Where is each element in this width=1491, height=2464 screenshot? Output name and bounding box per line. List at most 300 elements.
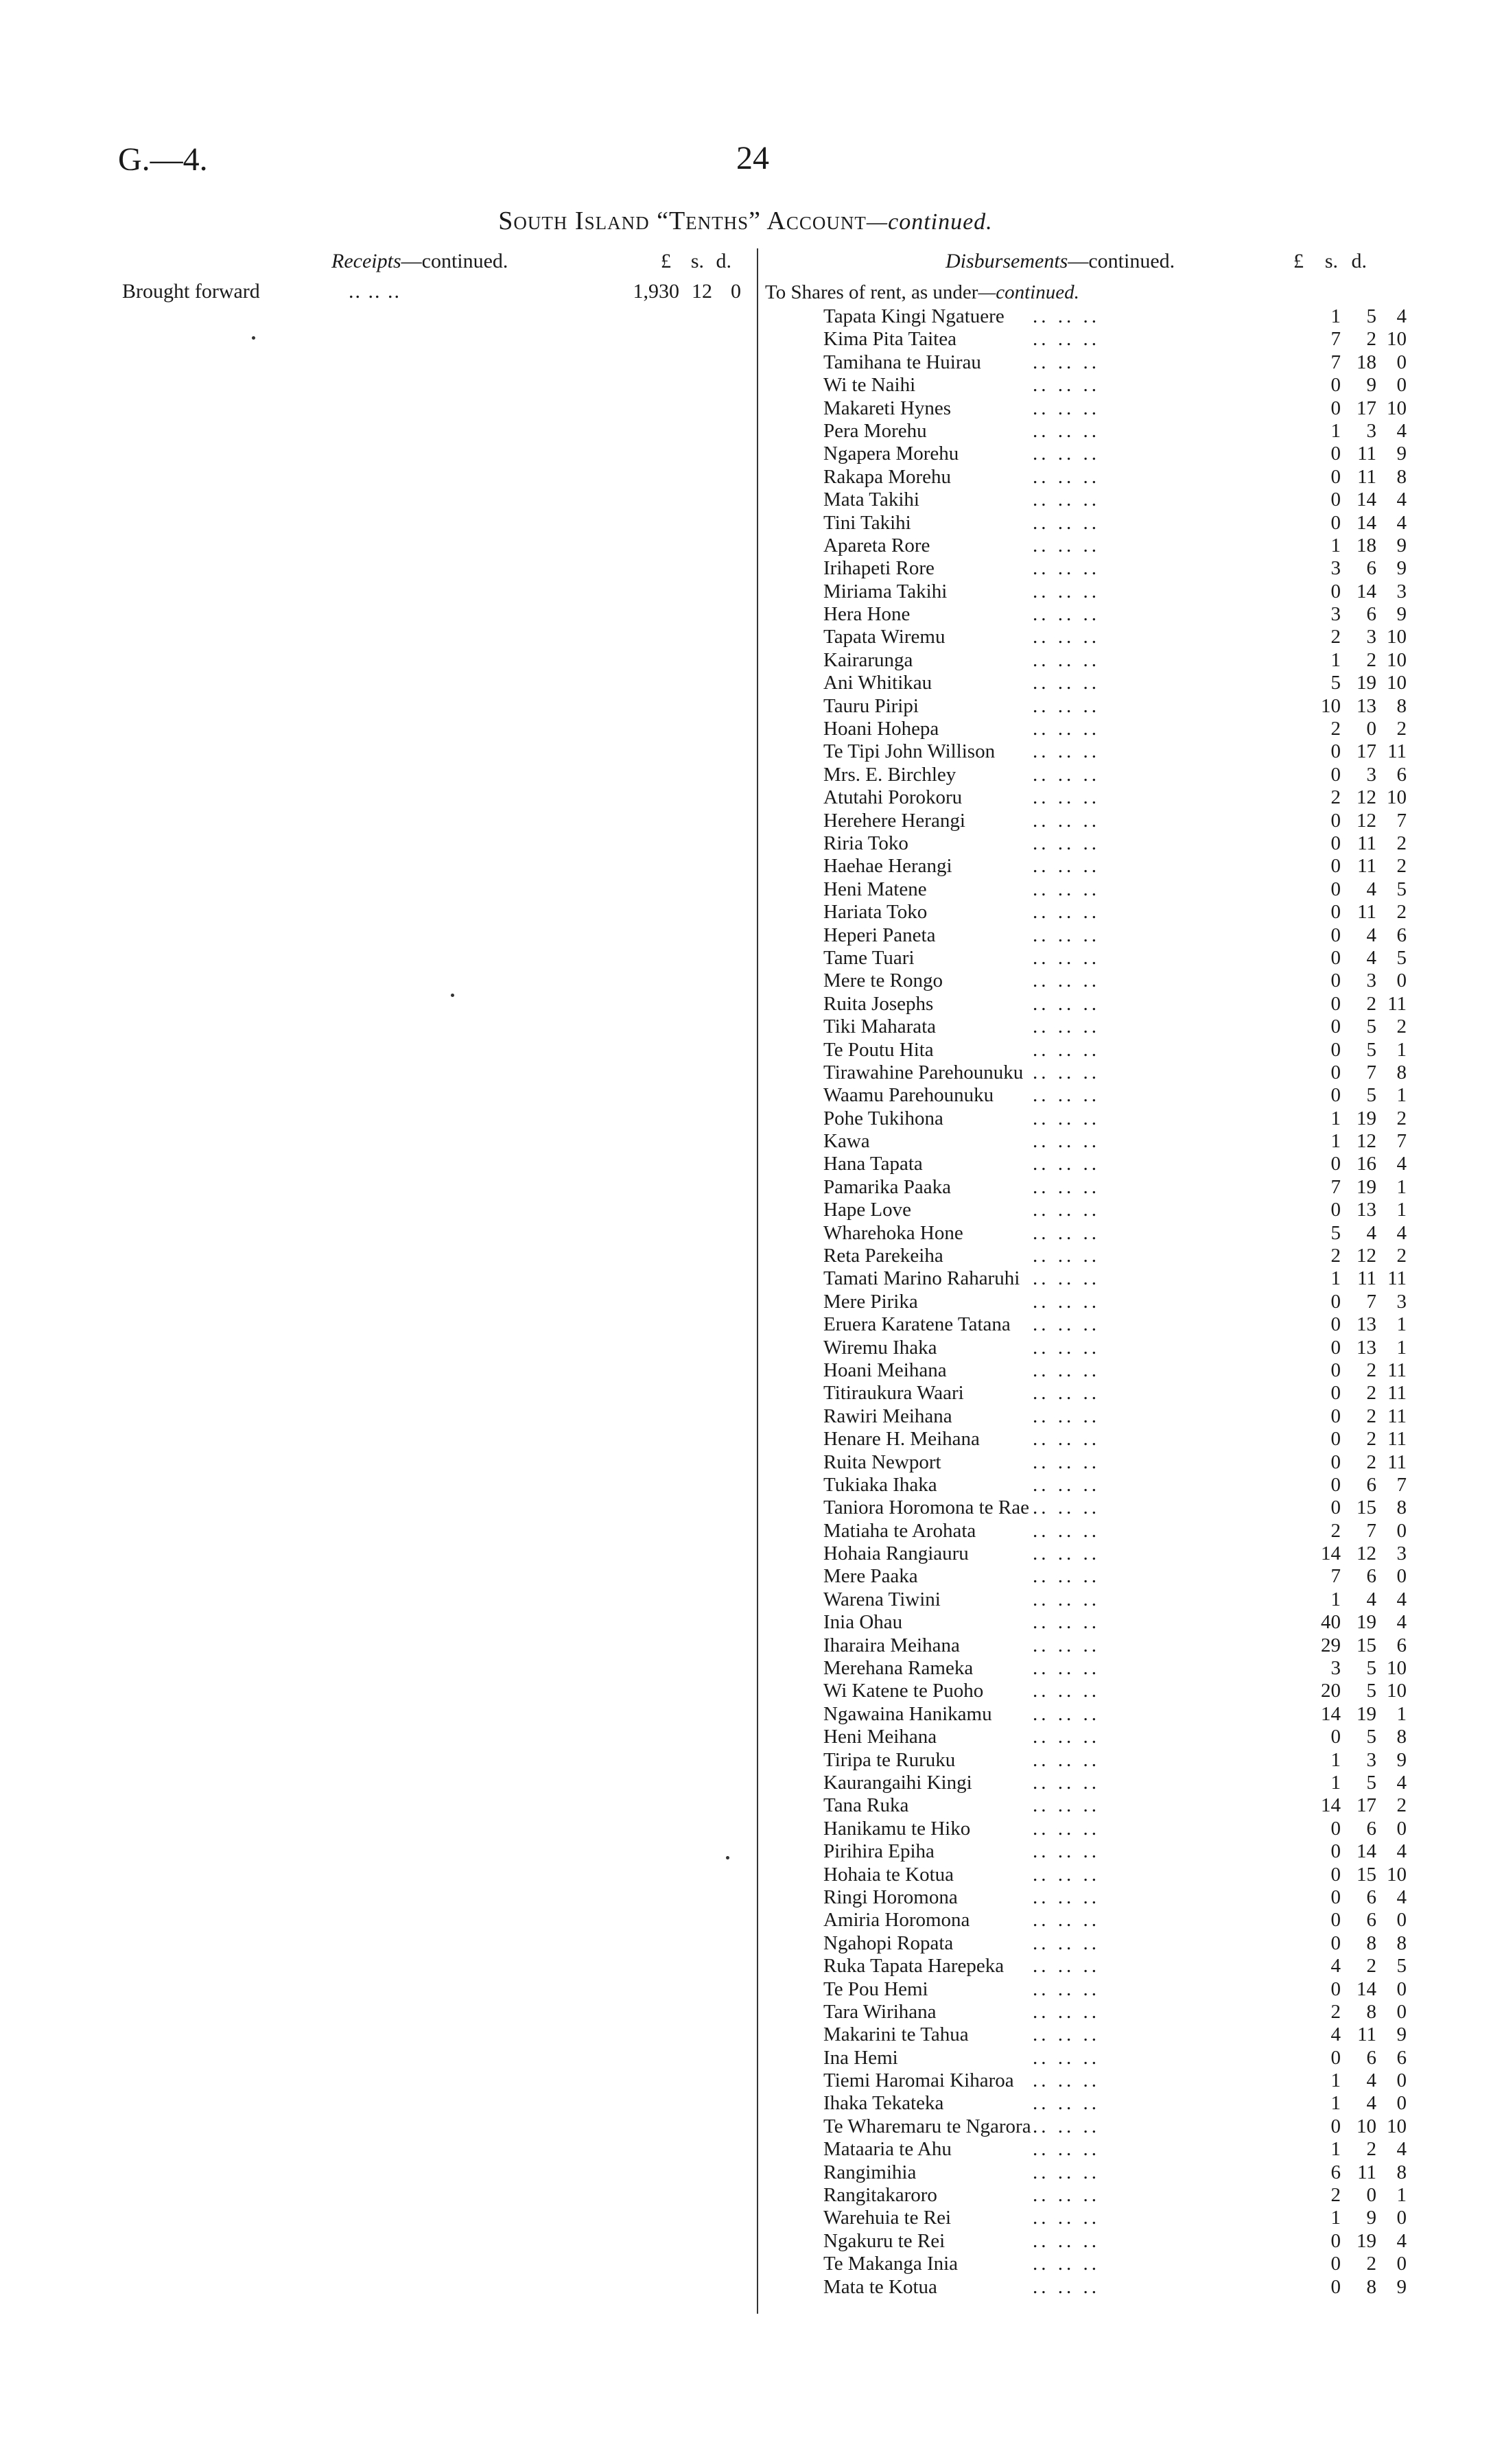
payee-name: Tana Ruka	[823, 1794, 909, 1817]
table-row	[823, 1428, 1427, 1451]
amount-shillings: 2	[1366, 2138, 1376, 2161]
amount-pounds: 0	[1330, 1038, 1341, 1061]
table-row	[823, 2184, 1427, 2207]
amount-pence: 11	[1387, 1451, 1407, 1473]
dot-leader: .. .. ..	[1033, 443, 1100, 465]
table-row	[823, 1794, 1427, 1817]
amount-pounds: 2	[1330, 2184, 1341, 2207]
amount-pounds: 0	[1330, 1932, 1341, 1954]
receipts-label: Receipts	[331, 250, 401, 272]
dot-leader: .. .. ..	[1033, 1199, 1100, 1221]
table-row	[823, 1680, 1427, 1702]
amount-shillings: 2	[1366, 648, 1376, 671]
amount-pence: 0	[1396, 1978, 1407, 2000]
amount-pence: 8	[1396, 1497, 1407, 1519]
amount-pounds: 3	[1330, 1657, 1341, 1680]
amount-pounds: 3	[1330, 557, 1341, 580]
payee-name: Matiaha te Arohata	[823, 1519, 976, 1542]
amount-pence: 8	[1396, 465, 1407, 488]
brought-forward-amount	[611, 280, 741, 303]
amount-shillings: 15	[1357, 1634, 1376, 1656]
amount-pounds: 0	[1330, 489, 1341, 511]
amount-pounds: 0	[1330, 374, 1341, 397]
amount-shillings: 11	[1357, 2023, 1376, 2046]
amount-pence: 10	[1387, 2115, 1407, 2137]
table-row	[823, 786, 1427, 809]
amount-shillings: 13	[1357, 1199, 1376, 1221]
amount-shillings: 2	[1366, 1955, 1376, 1978]
payee-name: Heni Meihana	[823, 1726, 937, 1748]
amount-shillings: 6	[1366, 603, 1376, 626]
payee-name: Miriama Takihi	[823, 580, 948, 602]
amount-pence: 0	[1396, 374, 1407, 397]
table-row	[823, 1542, 1427, 1565]
amount-pounds: 40	[1321, 1611, 1341, 1634]
amount-shillings: 7	[1366, 1061, 1376, 1083]
amount-shillings: 6	[1366, 557, 1376, 580]
amount-pounds: 0	[1330, 1428, 1341, 1451]
amount-pounds: 29	[1321, 1634, 1341, 1656]
table-row	[823, 1772, 1427, 1794]
amount-shillings: 12	[1357, 809, 1376, 832]
table-row	[823, 328, 1427, 351]
amount-pence: 4	[1396, 1772, 1407, 1794]
amount-pence: 11	[1387, 1428, 1407, 1451]
amount-shillings: 4	[1366, 946, 1376, 969]
payee-name: Ngapera Morehu	[823, 443, 959, 465]
dot-leader: .. .. ..	[1033, 970, 1100, 992]
table-row	[823, 466, 1427, 489]
payee-name: Wi Katene te Puoho	[823, 1680, 984, 1702]
print-speck	[451, 994, 454, 997]
payee-name: Atutahi Porokoru	[823, 786, 963, 809]
amount-shillings: 12	[1357, 786, 1376, 809]
table-row	[823, 2276, 1427, 2299]
amount-pounds: 0	[1330, 855, 1341, 878]
table-row	[823, 1840, 1427, 1863]
amount-shillings: 19	[1357, 1611, 1376, 1634]
table-row	[823, 1222, 1427, 1245]
table-row	[823, 878, 1427, 901]
brought-forward-pounds: 1,930	[633, 280, 679, 303]
amount-pounds: 0	[1330, 1405, 1341, 1427]
payee-name: Eruera Karatene Tatana	[823, 1313, 1011, 1336]
dot-leader: .. .. ..	[1033, 351, 1100, 373]
table-row	[823, 1520, 1427, 1542]
dot-leader: .. .. ..	[1033, 2253, 1100, 2275]
table-row	[823, 626, 1427, 648]
dot-leader: .. .. ..	[1033, 626, 1100, 648]
table-row	[823, 901, 1427, 924]
amount-pounds: 0	[1330, 2115, 1341, 2137]
amount-pounds: 0	[1330, 1497, 1341, 1519]
table-row	[823, 1497, 1427, 1519]
amount-pounds: 1	[1330, 419, 1341, 442]
amount-pounds: 6	[1330, 2161, 1341, 2183]
dot-leader: .. .. ..	[1033, 1245, 1100, 1267]
table-row	[823, 970, 1427, 992]
amount-pence: 5	[1396, 878, 1407, 900]
amount-pounds: 7	[1330, 1175, 1341, 1198]
payee-name: Tukiaka Ihaka	[823, 1473, 937, 1496]
shares-section-suffix: —continued.	[978, 281, 1079, 303]
dot-leader: .. .. ..	[1033, 763, 1100, 786]
payee-name: Te Makanga Inia	[823, 2253, 959, 2275]
amount-pounds: 2	[1330, 786, 1341, 809]
dot-leader: .. .. ..	[1033, 1726, 1100, 1748]
amount-pence: 9	[1396, 2023, 1407, 2046]
amount-shillings: 2	[1366, 1405, 1376, 1427]
amount-pounds: 0	[1330, 1061, 1341, 1083]
amount-pounds: 14	[1321, 1542, 1341, 1565]
amount-pence: 11	[1387, 1382, 1407, 1405]
amount-pounds: 0	[1330, 832, 1341, 854]
table-row	[823, 1267, 1427, 1290]
amount-shillings: 2	[1366, 1451, 1376, 1473]
amount-pence: 0	[1396, 2069, 1407, 2092]
amount-pounds: 0	[1330, 1909, 1341, 1932]
amount-pence: 8	[1396, 1932, 1407, 1954]
amount-pounds: 0	[1330, 1313, 1341, 1336]
amount-pounds: 0	[1330, 1978, 1341, 2000]
dot-leader: .. .. ..	[1033, 786, 1100, 809]
amount-shillings: 2	[1366, 328, 1376, 351]
amount-pounds: 2	[1330, 626, 1341, 648]
amount-pence: 2	[1396, 1016, 1407, 1038]
dot-leader: .. .. ..	[1033, 2275, 1100, 2298]
dot-leader: .. .. ..	[1033, 305, 1100, 327]
dot-leader: .. .. ..	[1033, 992, 1100, 1015]
amount-pence: 6	[1396, 763, 1407, 786]
payee-name: Hana Tapata	[823, 1153, 923, 1175]
table-row	[823, 1061, 1427, 1084]
disbursements-col-pence: d.	[1351, 250, 1367, 272]
amount-shillings: 6	[1366, 1565, 1376, 1588]
dot-leader: .. .. ..	[1033, 1955, 1100, 1978]
payee-name: Mata Takihi	[823, 489, 919, 511]
amount-pounds: 0	[1330, 809, 1341, 832]
payee-name: Warehuia te Rei	[823, 2207, 952, 2229]
amount-pounds: 4	[1330, 2023, 1341, 2046]
amount-shillings: 11	[1357, 832, 1376, 854]
dot-leader: .. .. ..	[1033, 878, 1100, 900]
payee-name: Ruita Newport	[823, 1451, 941, 1473]
amount-pence: 1	[1396, 1702, 1407, 1725]
table-row	[823, 1245, 1427, 1267]
table-row	[823, 1657, 1427, 1680]
dot-leader: .. .. ..	[1033, 1817, 1100, 1840]
receipts-label-suffix: —continued.	[401, 250, 508, 272]
amount-pounds: 0	[1330, 397, 1341, 419]
payee-name: Tini Takihi	[823, 511, 911, 534]
amount-shillings: 3	[1366, 970, 1376, 992]
amount-pence: 8	[1396, 694, 1407, 717]
table-row	[823, 305, 1427, 328]
dot-leader: .. .. ..	[1033, 1840, 1100, 1863]
dot-leader: .. .. ..	[1033, 1336, 1100, 1359]
disbursements-heading	[946, 250, 1175, 273]
dot-leader: .. .. ..	[1033, 1542, 1100, 1565]
dot-leader: .. .. ..	[1033, 1038, 1100, 1061]
amount-shillings: 19	[1357, 2229, 1376, 2252]
amount-shillings: 0	[1366, 718, 1376, 740]
dot-leader: .. .. ..	[1033, 1588, 1100, 1610]
amount-shillings: 12	[1357, 1542, 1376, 1565]
payee-name: Hohaia te Kotua	[823, 1863, 954, 1886]
table-row	[823, 2023, 1427, 2046]
dot-leader: .. .. ..	[1033, 1451, 1100, 1473]
dot-leader: .. .. ..	[1033, 694, 1100, 717]
dot-leader: .. .. ..	[1033, 603, 1100, 626]
amount-shillings: 11	[1357, 443, 1376, 465]
dot-leader: .. .. ..	[1033, 2000, 1100, 2023]
amount-pounds: 5	[1330, 672, 1341, 694]
dot-leader: .. .. ..	[1033, 1978, 1100, 2000]
dot-leader: .. .. ..	[1033, 557, 1100, 580]
amount-pence: 8	[1396, 1726, 1407, 1748]
payee-name: Ringi Horomona	[823, 1886, 958, 1908]
amount-pence: 10	[1387, 786, 1407, 809]
amount-pounds: 14	[1321, 1702, 1341, 1725]
table-row	[823, 1107, 1427, 1130]
table-row	[823, 1039, 1427, 1061]
disbursements-col-shillings: s.	[1324, 250, 1338, 272]
amount-pounds: 0	[1330, 1863, 1341, 1886]
table-row	[823, 1588, 1427, 1611]
amount-shillings: 5	[1366, 1038, 1376, 1061]
table-row	[823, 1016, 1427, 1038]
table-row	[823, 1909, 1427, 1932]
amount-shillings: 13	[1357, 694, 1376, 717]
amount-pence: 4	[1396, 489, 1407, 511]
table-row	[823, 1864, 1427, 1886]
amount-pence: 10	[1387, 397, 1407, 419]
amount-pounds: 3	[1330, 603, 1341, 626]
table-row	[823, 649, 1427, 672]
table-row	[823, 993, 1427, 1016]
amount-pounds: 0	[1330, 1840, 1341, 1863]
amount-pence: 10	[1387, 672, 1407, 694]
payee-name: Tiemi Haromai Kiharoa	[823, 2069, 1014, 2092]
table-row	[823, 1634, 1427, 1657]
page-number: 24	[736, 140, 769, 176]
amount-shillings: 6	[1366, 2046, 1376, 2069]
amount-pounds: 0	[1330, 1153, 1341, 1175]
amount-shillings: 5	[1366, 1016, 1376, 1038]
dot-leader: .. .. ..	[1033, 1565, 1100, 1588]
amount-pence: 9	[1396, 603, 1407, 626]
amount-pounds: 0	[1330, 443, 1341, 465]
amount-pence: 4	[1396, 419, 1407, 442]
amount-pence: 9	[1396, 2275, 1407, 2298]
amount-pence: 1	[1396, 2184, 1407, 2207]
dot-leader: .. .. ..	[1033, 1657, 1100, 1680]
dot-leader: .. .. ..	[1033, 1290, 1100, 1313]
dot-leader: .. .. ..	[1033, 1153, 1100, 1175]
dot-leader: .. .. ..	[1033, 511, 1100, 534]
table-row	[823, 740, 1427, 763]
dot-leader: .. .. ..	[1033, 2046, 1100, 2069]
amount-pounds: 0	[1330, 1473, 1341, 1496]
amount-pence: 4	[1396, 1588, 1407, 1610]
table-row	[823, 810, 1427, 832]
dot-leader: .. .. ..	[1033, 1267, 1100, 1290]
amount-pounds: 0	[1330, 1359, 1341, 1381]
dot-leader: .. .. ..	[1033, 1084, 1100, 1107]
amount-pence: 4	[1396, 1886, 1407, 1908]
amount-shillings: 3	[1366, 419, 1376, 442]
payee-name: Hera Hone	[823, 603, 911, 626]
amount-pence: 4	[1396, 511, 1407, 534]
amount-pence: 0	[1396, 2092, 1407, 2115]
shares-section-label: To Shares of rent, as under	[765, 281, 978, 303]
dot-leader: .. .. ..	[1033, 328, 1100, 351]
dot-leader: .. .. ..	[1033, 1313, 1100, 1336]
amount-shillings: 6	[1366, 1817, 1376, 1840]
dot-leader: .. .. ..	[1033, 2184, 1100, 2207]
payee-name: Iharaira Meihana	[823, 1634, 960, 1656]
page-title	[0, 206, 1491, 236]
table-row	[823, 1382, 1427, 1405]
payee-name: Tauru Piripi	[823, 694, 919, 717]
table-row	[823, 1565, 1427, 1588]
brought-forward-label: Brought forward	[122, 280, 260, 303]
amount-shillings: 8	[1366, 1932, 1376, 1954]
amount-pounds: 10	[1321, 694, 1341, 717]
table-row	[823, 2092, 1427, 2115]
payee-name: Tapata Wiremu	[823, 626, 946, 648]
payee-name: Rawiri Meihana	[823, 1405, 952, 1427]
payee-name: Wiremu Ihaka	[823, 1336, 937, 1359]
table-row	[823, 2161, 1427, 2184]
amount-pence: 11	[1387, 1267, 1407, 1290]
amount-shillings: 11	[1357, 901, 1376, 924]
amount-pence: 2	[1396, 1794, 1407, 1817]
payee-name: Pamarika Paaka	[823, 1175, 952, 1198]
amount-shillings: 18	[1357, 351, 1376, 373]
amount-pounds: 2	[1330, 718, 1341, 740]
dot-leader: .. .. ..	[1033, 1130, 1100, 1153]
amount-pounds: 0	[1330, 1886, 1341, 1908]
dot-leader: .. .. ..	[1033, 374, 1100, 397]
amount-pounds: 1	[1330, 2138, 1341, 2161]
amount-shillings: 4	[1366, 924, 1376, 946]
payee-name: Kaurangaihi Kingi	[823, 1772, 972, 1794]
dot-leader: .. .. ..	[1033, 489, 1100, 511]
amount-shillings: 4	[1366, 1221, 1376, 1244]
dot-leader: .. .. ..	[1033, 2115, 1100, 2137]
dot-leader: .. .. ..	[1033, 1932, 1100, 1954]
table-row	[823, 420, 1427, 443]
amount-shillings: 17	[1357, 740, 1376, 763]
amount-shillings: 8	[1366, 2275, 1376, 2298]
payee-name: Ruita Josephs	[823, 992, 934, 1015]
amount-pounds: 0	[1330, 1382, 1341, 1405]
payee-name: Hohaia Rangiauru	[823, 1542, 969, 1565]
dot-leader: .. .. ..	[1033, 465, 1100, 488]
table-row	[823, 855, 1427, 878]
amount-pence: 9	[1396, 534, 1407, 556]
amount-pence: 10	[1387, 648, 1407, 671]
dot-leader: .. .. ..	[1033, 1359, 1100, 1381]
print-speck	[726, 1856, 729, 1859]
amount-pounds: 1	[1330, 1588, 1341, 1610]
table-row	[823, 2115, 1427, 2138]
amount-pence: 3	[1396, 580, 1407, 602]
table-row	[823, 832, 1427, 855]
amount-pence: 9	[1396, 443, 1407, 465]
amount-pounds: 0	[1330, 878, 1341, 900]
amount-pounds: 1	[1330, 305, 1341, 327]
payee-name: Mata te Kotua	[823, 2275, 937, 2298]
payee-name: Ani Whitikau	[823, 672, 932, 694]
amount-pounds: 0	[1330, 946, 1341, 969]
amount-pence: 5	[1396, 946, 1407, 969]
dot-leader: .. .. ..	[1033, 809, 1100, 832]
amount-pence: 1	[1396, 1175, 1407, 1198]
amount-pence: 10	[1387, 1680, 1407, 1702]
table-row	[823, 374, 1427, 397]
table-row	[823, 1703, 1427, 1726]
receipts-heading	[331, 250, 508, 273]
table-row	[823, 1451, 1427, 1474]
amount-pence: 11	[1387, 992, 1407, 1015]
table-row	[823, 580, 1427, 603]
table-row	[823, 1978, 1427, 2001]
amount-pence: 2	[1396, 901, 1407, 924]
table-row	[823, 1130, 1427, 1153]
payee-name: Rangitakaroro	[823, 2184, 937, 2207]
dot-leader: .. .. ..	[1033, 2229, 1100, 2252]
table-row	[823, 603, 1427, 626]
table-row	[823, 1359, 1427, 1382]
amount-pounds: 1	[1330, 1267, 1341, 1290]
dot-leader: .. .. ..	[1033, 1519, 1100, 1542]
amount-pounds: 0	[1330, 1199, 1341, 1221]
table-row	[823, 2069, 1427, 2092]
amount-pounds: 5	[1330, 1221, 1341, 1244]
table-row	[823, 672, 1427, 694]
amount-pounds: 7	[1330, 328, 1341, 351]
payee-name: Te Pou Hemi	[823, 1978, 928, 2000]
table-row	[823, 2253, 1427, 2275]
amount-pence: 0	[1396, 1909, 1407, 1932]
amount-pence: 3	[1396, 1542, 1407, 1565]
table-row	[823, 397, 1427, 420]
amount-pounds: 0	[1330, 465, 1341, 488]
table-row	[823, 1611, 1427, 1634]
table-row	[823, 1726, 1427, 1748]
amount-shillings: 11	[1357, 465, 1376, 488]
amount-shillings: 9	[1366, 2207, 1376, 2229]
amount-pounds: 0	[1330, 1084, 1341, 1107]
dot-leader: .. .. ..	[1033, 1680, 1100, 1702]
payee-name: Kairarunga	[823, 648, 913, 671]
payee-name: Ngawaina Hanikamu	[823, 1702, 992, 1725]
amount-pence: 6	[1396, 1634, 1407, 1656]
amount-shillings: 19	[1357, 1107, 1376, 1129]
dot-leader: .. .. ..	[1033, 946, 1100, 969]
table-row	[823, 2207, 1427, 2229]
disbursements-list	[823, 305, 1427, 2299]
dot-leader: .. .. ..	[1033, 1221, 1100, 1244]
amount-pounds: 0	[1330, 1726, 1341, 1748]
table-row	[823, 1955, 1427, 1978]
dot-leader: .. .. ..	[1033, 832, 1100, 854]
amount-pounds: 2	[1330, 2000, 1341, 2023]
amount-pence: 0	[1396, 1817, 1407, 1840]
payee-name: Tapata Kingi Ngatuere	[823, 305, 1005, 327]
